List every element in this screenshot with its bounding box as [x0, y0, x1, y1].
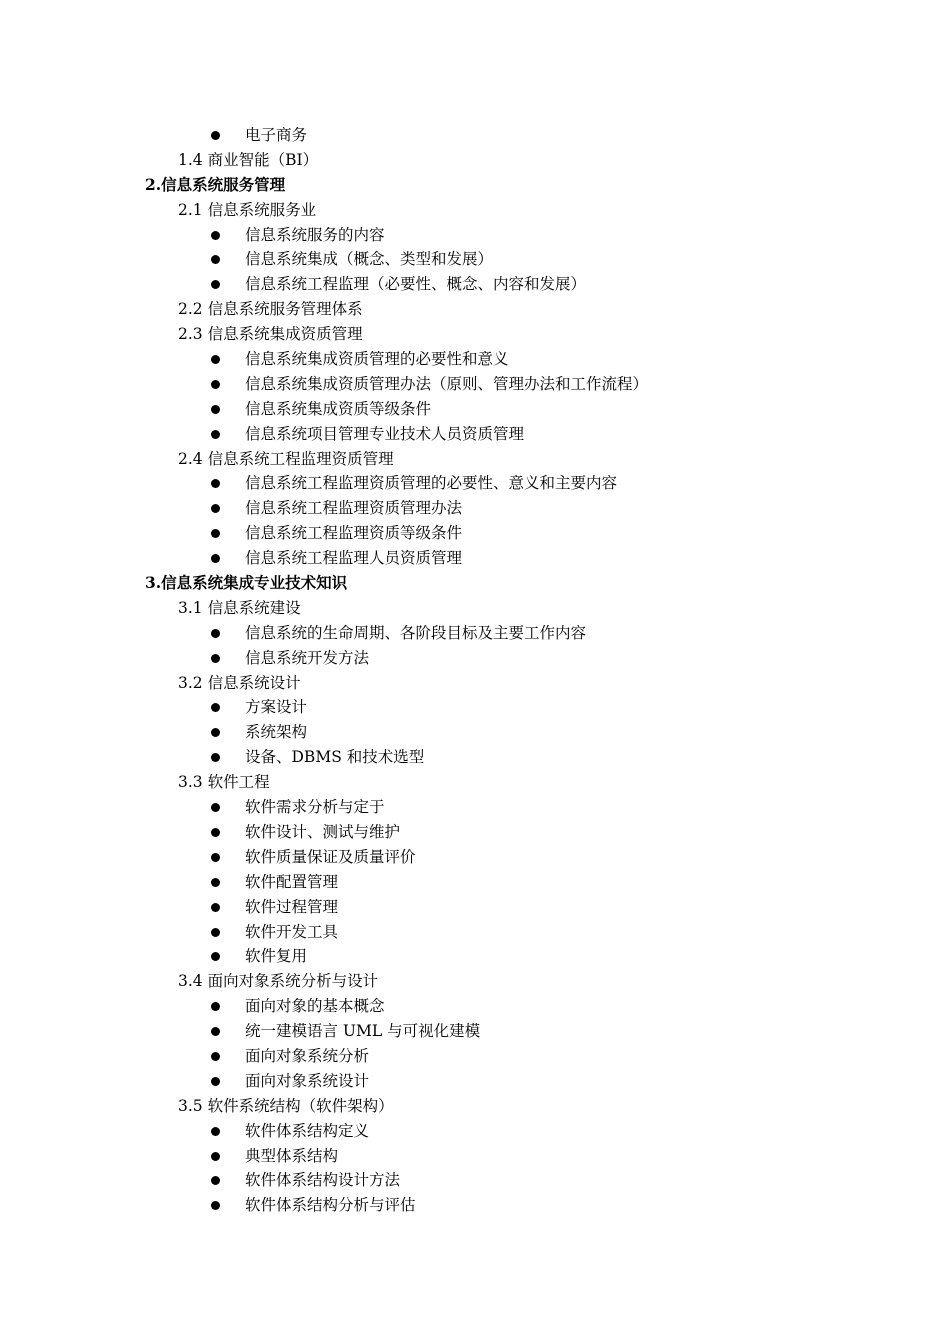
bullet-icon: [211, 430, 220, 439]
bullet-item: [0, 944, 950, 969]
subsection-heading: [0, 322, 950, 347]
line-text: 信息系统的生命周期、各阶段目标及主要工作内容: [245, 623, 587, 642]
line-text: 1.4 商业智能（BI）: [178, 150, 319, 169]
line-text: 3.3 软件工程: [178, 773, 270, 792]
line-text: 2.信息系统服务管理: [145, 174, 286, 194]
bullet-icon: [211, 952, 220, 961]
bullet-item: [0, 521, 950, 546]
line-text: 信息系统服务的内容: [245, 225, 385, 244]
bullet-item: [0, 646, 950, 671]
bullet-item: [0, 795, 950, 820]
line-text: 软件开发工具: [245, 922, 339, 941]
bullet-icon: [211, 1052, 220, 1061]
bullet-icon: [211, 1027, 220, 1036]
line-text: 统一建模语言 UML 与可视化建模: [245, 1022, 481, 1041]
bullet-icon: [211, 554, 220, 563]
bullet-icon: [211, 728, 220, 737]
line-text: 3.1 信息系统建设: [178, 598, 301, 617]
bullet-item: [0, 347, 950, 372]
bullet-icon: [211, 878, 220, 887]
line-text: 信息系统工程监理资质管理办法: [245, 499, 463, 518]
bullet-item: [0, 1019, 950, 1044]
bullet-icon: [211, 255, 220, 264]
line-text: 软件体系结构设计方法: [245, 1171, 401, 1190]
bullet-icon: [211, 1201, 220, 1210]
line-text: 方案设计: [245, 698, 308, 717]
line-text: 3.信息系统集成专业技术知识: [145, 573, 348, 593]
bullet-icon: [211, 231, 220, 240]
line-text: 信息系统项目管理专业技术人员资质管理: [245, 424, 525, 443]
bullet-item: [0, 496, 950, 521]
bullet-item: [0, 397, 950, 422]
bullet-icon: [211, 529, 220, 538]
bullet-item: [0, 372, 950, 397]
line-text: 软件需求分析与定于: [245, 798, 385, 817]
bullet-item: [0, 920, 950, 945]
bullet-icon: [211, 405, 220, 414]
bullet-item: [0, 247, 950, 272]
bullet-icon: [211, 1176, 220, 1185]
line-text: 软件复用: [245, 947, 308, 966]
subsection-heading: [0, 148, 950, 173]
bullet-icon: [211, 1127, 220, 1136]
line-text: 典型体系结构: [245, 1146, 339, 1165]
bullet-item: [0, 621, 950, 646]
line-text: 信息系统开发方法: [245, 648, 370, 667]
bullet-item: [0, 546, 950, 571]
line-text: 2.2 信息系统服务管理体系: [178, 300, 363, 319]
bullet-icon: [211, 803, 220, 812]
bullet-item: [0, 994, 950, 1019]
line-text: 面向对象系统设计: [245, 1071, 370, 1090]
subsection-heading: [0, 447, 950, 472]
bullet-item: [0, 720, 950, 745]
line-text: 信息系统集成（概念、类型和发展）: [245, 250, 494, 269]
line-text: 信息系统工程监理资质等级条件: [245, 524, 463, 543]
bullet-icon: [211, 903, 220, 912]
subsection-heading: [0, 596, 950, 621]
line-text: 信息系统工程监理资质管理的必要性、意义和主要内容: [245, 474, 618, 493]
bullet-item: [0, 695, 950, 720]
line-text: 信息系统集成资质管理办法（原则、管理办法和工作流程）: [245, 374, 649, 393]
line-text: 信息系统集成资质管理的必要性和意义: [245, 350, 509, 369]
bullet-icon: [211, 1077, 220, 1086]
line-text: 软件设计、测试与维护: [245, 822, 401, 841]
bullet-icon: [211, 853, 220, 862]
subsection-heading: [0, 671, 950, 696]
line-text: 系统架构: [245, 723, 308, 742]
bullet-icon: [211, 928, 220, 937]
line-text: 3.5 软件系统结构（软件架构）: [178, 1096, 394, 1115]
bullet-item: [0, 895, 950, 920]
bullet-icon: [211, 355, 220, 364]
line-text: 电子商务: [245, 126, 308, 144]
bullet-item: [0, 223, 950, 248]
bullet-icon: [211, 828, 220, 837]
bullet-icon: [211, 629, 220, 638]
bullet-item: [0, 870, 950, 895]
bullet-item: [0, 123, 950, 148]
line-text: 软件质量保证及质量评价: [245, 847, 416, 866]
line-text: 2.1 信息系统服务业: [178, 200, 317, 219]
bullet-item: [0, 471, 950, 496]
bullet-item: [0, 1168, 950, 1193]
bullet-item: [0, 745, 950, 770]
bullet-item: [0, 272, 950, 297]
line-text: 2.3 信息系统集成资质管理: [178, 325, 363, 344]
line-text: 软件体系结构定义: [245, 1121, 370, 1140]
line-text: 信息系统集成资质等级条件: [245, 399, 432, 418]
subsection-heading: [0, 770, 950, 795]
bullet-item: [0, 1069, 950, 1094]
bullet-icon: [211, 1152, 220, 1161]
bullet-icon: [211, 131, 220, 140]
line-text: 面向对象系统分析: [245, 1046, 370, 1065]
line-text: 3.4 面向对象系统分析与设计: [178, 972, 379, 991]
bullet-icon: [211, 280, 220, 289]
bullet-icon: [211, 479, 220, 488]
line-text: 软件体系结构分析与评估: [245, 1196, 416, 1215]
bullet-item: [0, 820, 950, 845]
subsection-heading: [0, 198, 950, 223]
bullet-item: [0, 422, 950, 447]
bullet-icon: [211, 504, 220, 513]
bullet-item: [0, 1193, 950, 1218]
bullet-item: [0, 1144, 950, 1169]
subsection-heading: [0, 1094, 950, 1119]
bullet-icon: [211, 654, 220, 663]
line-text: 信息系统工程监理（必要性、概念、内容和发展）: [245, 275, 587, 294]
subsection-heading: [0, 297, 950, 322]
bullet-icon: [211, 380, 220, 389]
bullet-icon: [211, 1002, 220, 1011]
line-text: 面向对象的基本概念: [245, 997, 385, 1016]
line-text: 软件配置管理: [245, 872, 339, 891]
line-text: 信息系统工程监理人员资质管理: [245, 549, 463, 568]
document-outline: [0, 123, 950, 1218]
section-heading: [0, 571, 950, 596]
bullet-item: [0, 1119, 950, 1144]
bullet-icon: [211, 703, 220, 712]
line-text: 设备、DBMS 和技术选型: [245, 748, 425, 767]
subsection-heading: [0, 969, 950, 994]
line-text: 3.2 信息系统设计: [178, 673, 301, 692]
line-text: 2.4 信息系统工程监理资质管理: [178, 449, 394, 468]
bullet-item: [0, 845, 950, 870]
section-heading: [0, 173, 950, 198]
line-text: 软件过程管理: [245, 897, 339, 916]
bullet-item: [0, 1044, 950, 1069]
bullet-icon: [211, 753, 220, 762]
